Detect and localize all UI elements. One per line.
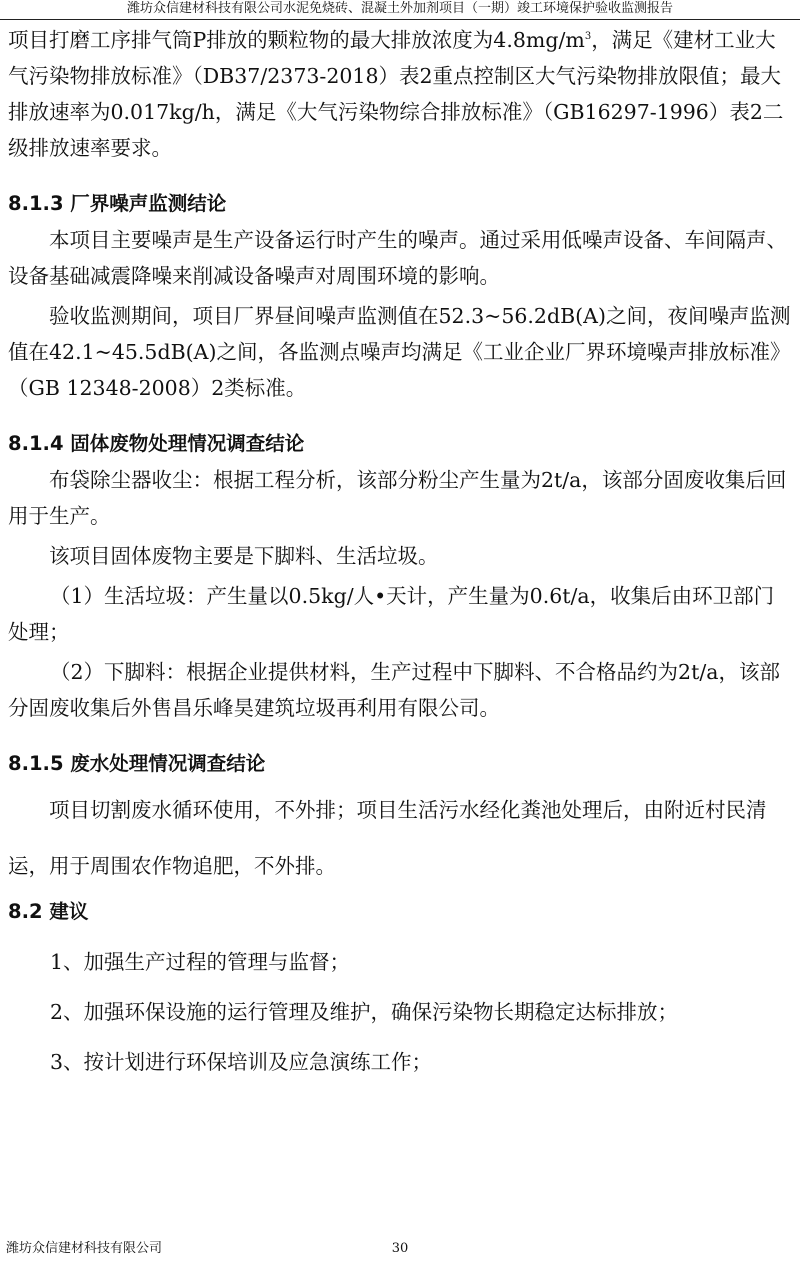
section-heading-8-1-5: 8.1.5 废水处理情况调查结论 <box>8 752 266 775</box>
section-heading-8-1-3: 8.1.3 厂界噪声监测结论 <box>8 192 227 215</box>
paragraph-dust-collection: 布袋除尘器收尘：根据工程分析，该部分粉尘产生量为2t/a，该部分固废收集后回用于生产。 <box>8 468 787 528</box>
footer-company-name: 潍坊众信建材科技有限公司 <box>6 1241 163 1256</box>
suggestion-item: 2、加强环保设施的运行管理及维护，确保污染物长期稳定达标排放； <box>50 1000 679 1024</box>
text-fragment: ，满足《建材工业大气污染物排放标准》（DB37/2373-2018）表2重点控制区大气污染物排放限值；最大排放速率为0.017kg/h，满足《大气污染物综合排放标准》（GB16297-1996）表2二级排放速率要求。 <box>8 28 784 160</box>
document-body <box>8 22 794 1080</box>
paragraph-noise-monitoring: 验收监测期间，项目厂界昼间噪声监测值在52.3~56.2dB(A)之间，夜间噪声监测值在42.1~45.5dB(A)之间，各监测点噪声均满足《工业企业厂界环境噪声排放标准》（GB 12348-2008）2类标准。 <box>8 304 791 400</box>
section-heading-8-1-4: 8.1.4 固体废物处理情况调查结论 <box>8 432 305 455</box>
paragraph-wastewater: 项目切割废水循环使用，不外排；项目生活污水经化粪池处理后，由附近村民清运，用于周围农作物追肥，不外排。 <box>8 798 767 878</box>
paragraph-scrap-material: （2）下脚料：根据企业提供材料，生产过程中下脚料、不合格品约为2t/a，该部分固废收集后外售昌乐峰昊建筑垃圾再利用有限公司。 <box>8 660 780 720</box>
suggestion-item: 3、按计划进行环保培训及应急演练工作； <box>50 1050 433 1074</box>
page-number: 30 <box>391 1241 409 1256</box>
page-header: 潍坊众信建材科技有限公司水泥免烧砖、混凝土外加剂项目（一期）竣工环境保护验收监测报告 <box>0 0 800 20</box>
paragraph-solid-waste-summary: 该项目固体废物主要是下脚料、生活垃圾。 <box>49 544 439 568</box>
suggestion-item: 1、加强生产过程的管理与监督； <box>50 950 351 974</box>
text-fragment: 项目打磨工序排气筒P排放的颗粒物的最大排放浓度为4.8mg/m <box>8 28 585 52</box>
paragraph-noise-source: 本项目主要噪声是生产设备运行时产生的噪声。通过采用低噪声设备、车间隔声、设备基础减震降噪来削减设备噪声对周围环境的影响。 <box>8 228 787 288</box>
paragraph-emission-result <box>8 22 794 166</box>
paragraph-domestic-waste: （1）生活垃圾：产生量以0.5kg/人•天计，产生量为0.6t/a，收集后由环卫部门处理； <box>8 584 775 644</box>
section-heading-8-2: 8.2 建议 <box>8 900 89 923</box>
superscript-unit: 3 <box>584 31 592 43</box>
